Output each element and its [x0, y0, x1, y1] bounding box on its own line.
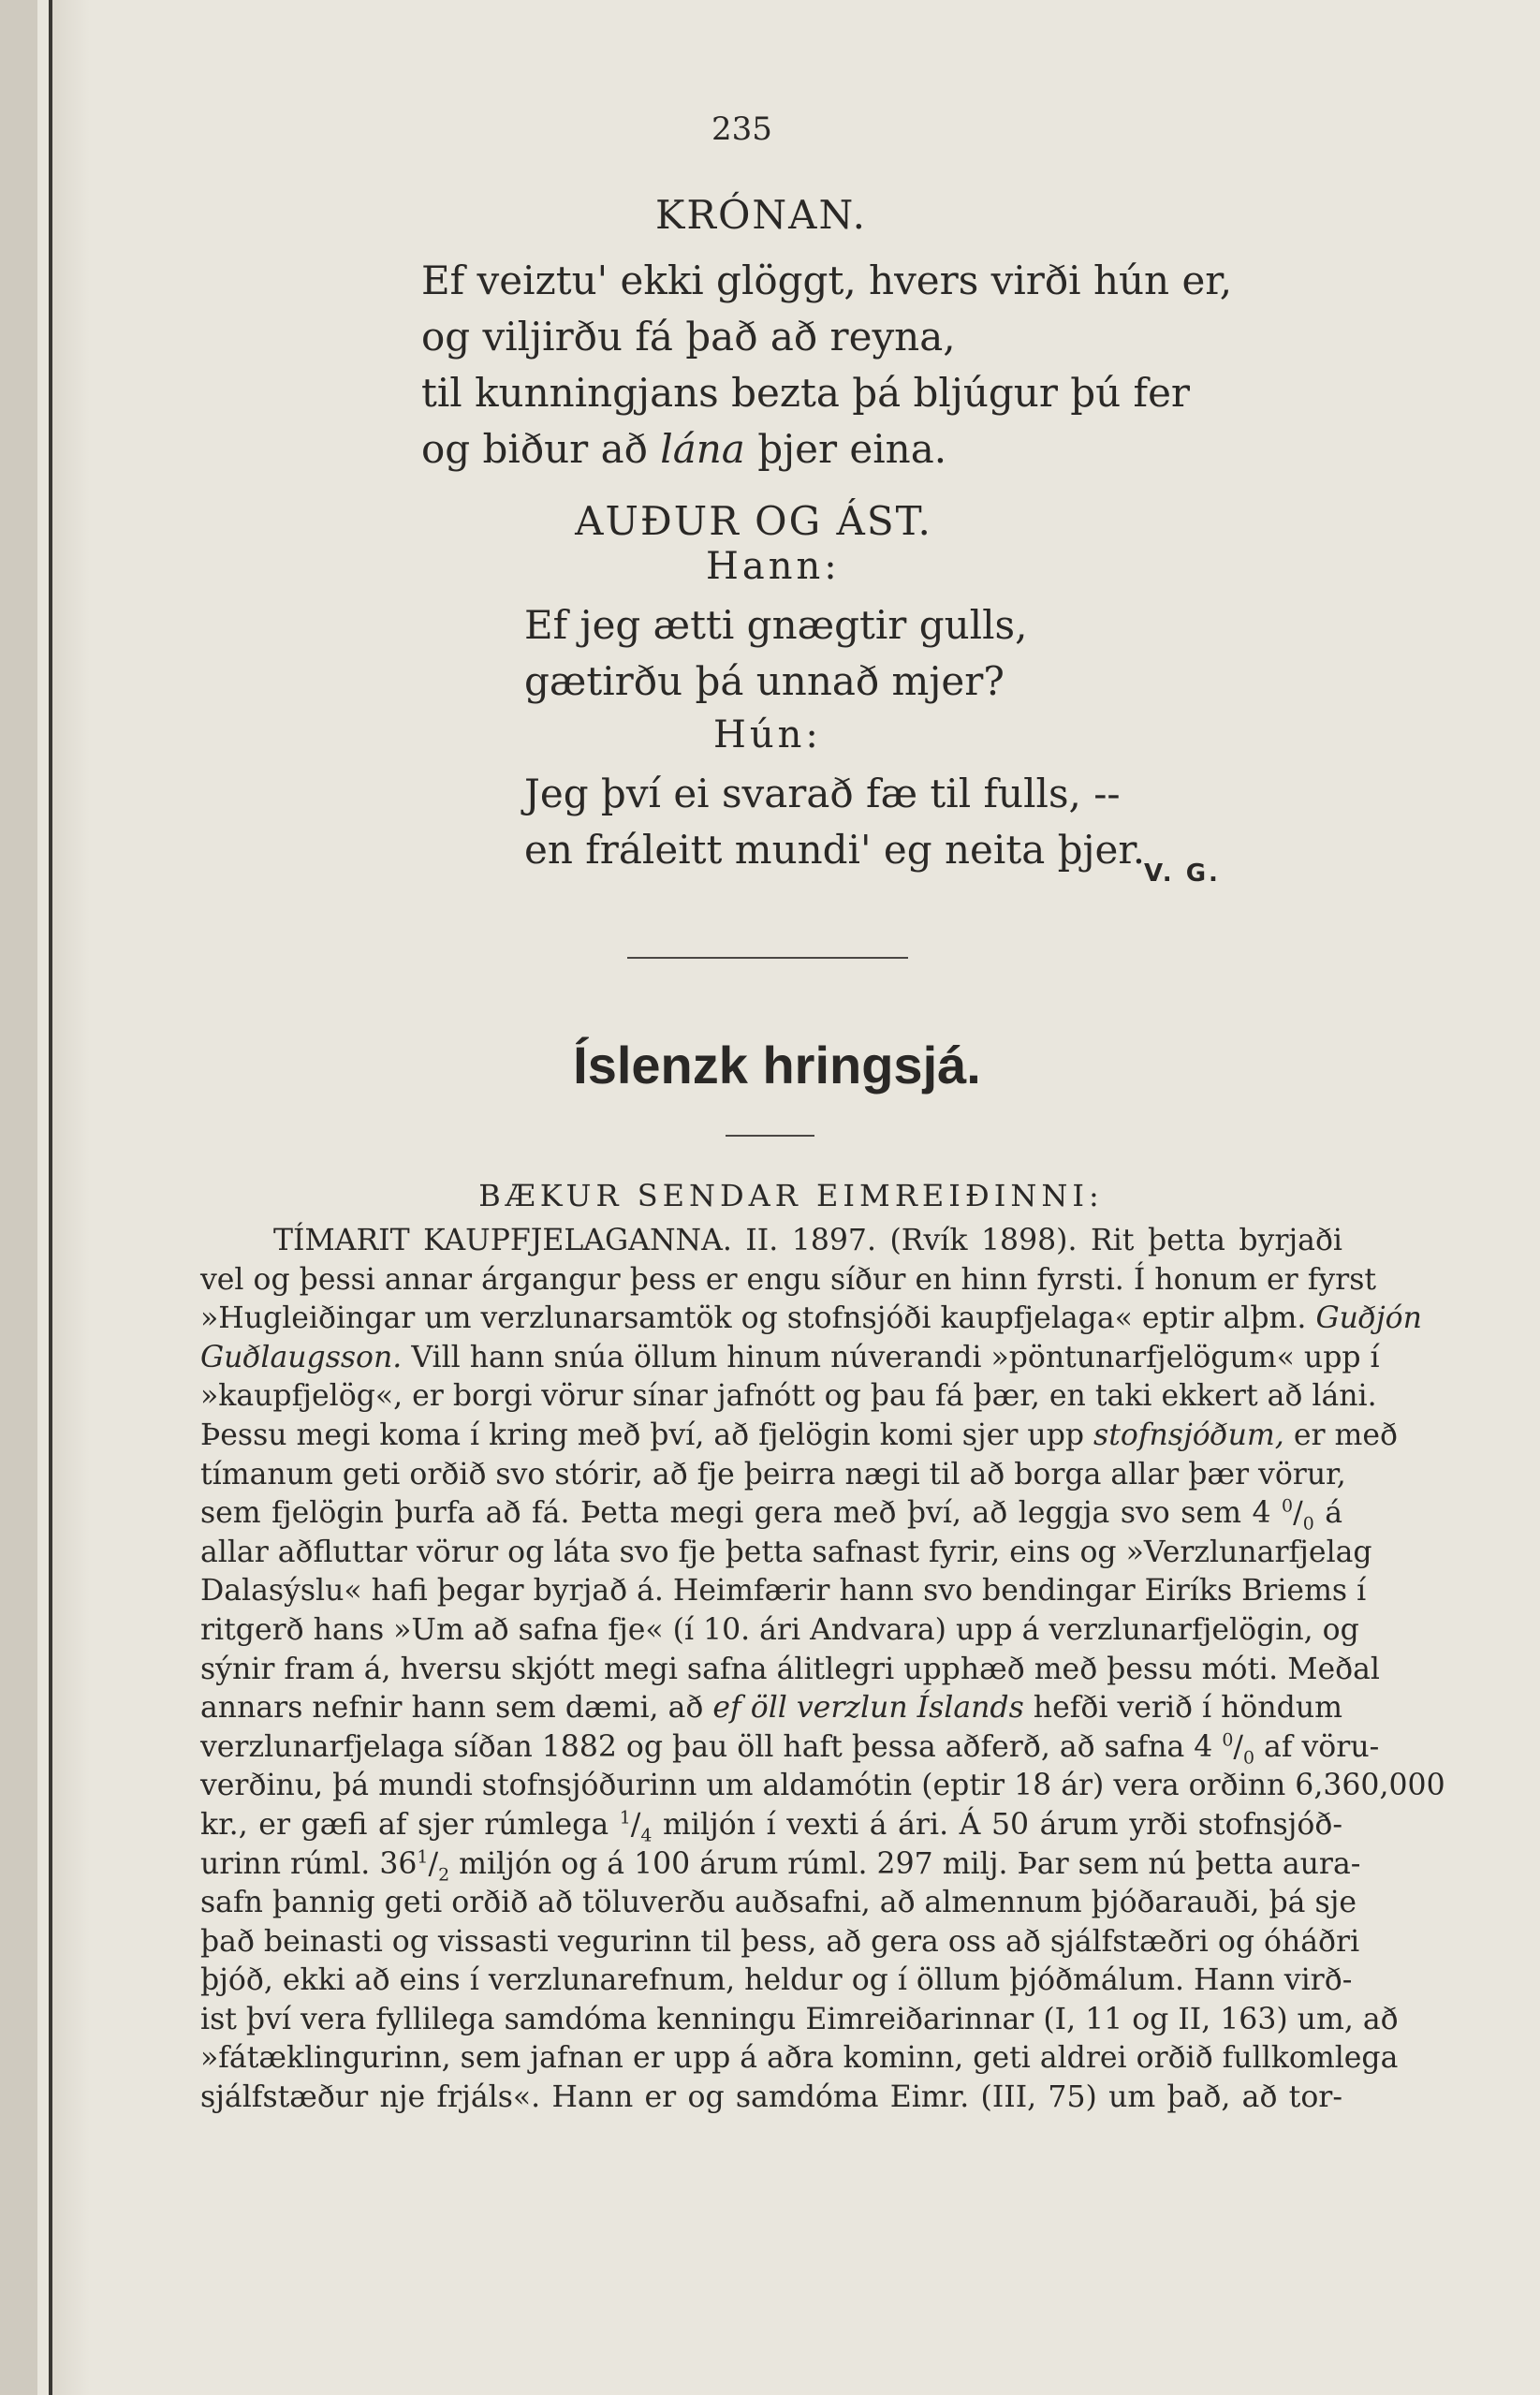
speaker-label-hann: Hann:	[706, 545, 841, 588]
paragraph-line: urinn rúml. $36^1/_2$ miljón og á 100 árum rúml. 297 milj. Þar sem nú þetta aura-	[200, 1846, 1361, 1885]
paragraph-line: annars nefnir hann sem dæmi, að ef öll verzlun Íslands hefði verið í höndum	[200, 1691, 1342, 1726]
paragraph-line: »fátæklingurinn, sem jafnan er upp á aðra kominn, geti aldrei orðið fullkomlega	[200, 2041, 1399, 2076]
poem-title-kronan: KRÓNAN.	[655, 192, 867, 238]
paragraph-line: safn þannig geti orðið að töluverðu auðsafni, að almennum þjóðarauði, þá sje	[200, 1886, 1357, 1920]
paragraph-line: »Hugleiðingar um verzlunarsamtök og stofnsjóði kaupfjelaga« eptir alþm. Guðjón	[200, 1301, 1422, 1336]
paragraph-line: Þessu megi koma í kring með því, að fjelögin komi sjer upp stofnsjóðum, er með	[200, 1418, 1399, 1452]
poem-audur-stanza-2	[524, 766, 1145, 878]
italic-word: lána	[660, 426, 745, 472]
section-subheading: BÆKUR SENDAR EIMREIÐINNI:	[478, 1178, 1104, 1213]
paragraph-line: það beinasti og vissasti vegurinn til þess, að gera oss að sjálfstæðri og óháðri	[200, 1924, 1360, 1959]
paragraph-line: Guðlaugsson. Vill hann snúa öllum hinum núverandi »pöntunarfjelögum« upp í	[200, 1340, 1380, 1374]
review-paragraph	[200, 1222, 1445, 2118]
page-spine-shadow	[0, 0, 37, 2395]
page-gutter-shade	[52, 0, 90, 2395]
paragraph-line: allar aðfluttar vörur og láta svo fje þetta safnast fyrir, eins og »Verzlunarfjelag	[200, 1535, 1372, 1569]
paragraph-line: kr., er gæfi af sjer rúmlega $^1/_4$ miljón í vexti á ári. Á 50 árum yrði stofnsjóð-	[200, 1807, 1342, 1846]
author-signature: V. G.	[1144, 860, 1221, 888]
paragraph-line: þjóð, ekki að eins í verzlunarefnum, heldur og í öllum þjóðmálum. Hann virð-	[200, 1963, 1353, 1998]
paragraph-line: vel og þessi annar árgangur þess er engu síður en hinn fyrsti. Í honum er fyrst	[200, 1262, 1377, 1297]
paragraph-line: »kaupfjelög«, er borgi vörur sínar jafnótt og þau fá þær, en taki ekkert að láni.	[200, 1379, 1377, 1414]
paragraph-line: verðinu, þá mundi stofnsjóðurinn um aldamótin (eptir 18 ár) vera orðinn 6,360,000	[200, 1769, 1445, 1803]
paragraph-line: sjálfstæður nje frjáls«. Hann er og samdóma Eimr. (III, 75) um það, að tor-	[200, 2080, 1342, 2115]
section-title: Íslenzk hringsjá.	[573, 1036, 981, 1095]
paragraph-line: ist því vera fyllilega samdóma kenningu Eimreiðarinnar (I, 11 og II, 163) um, að	[200, 2002, 1399, 2036]
paragraph-line: verzlunarfjelaga síðan 1882 og þau öll haft þessa aðferð, að safna 4 $^0/_0$ af vöru-	[200, 1729, 1380, 1769]
verse-line: Ef jeg ætti gnægtir gulls,	[524, 602, 1028, 648]
verse-line: Ef veiztu' ekki glöggt, hvers virði hún er,	[421, 257, 1233, 303]
poem-kronan-stanza	[421, 253, 1232, 478]
section-divider	[627, 957, 908, 959]
paragraph-line: Dalasýslu« hafi þegar byrjað á. Heimfærir hann svo bendingar Eiríks Briems í	[200, 1574, 1367, 1609]
paragraph-line: TÍMARIT KAUPFJELAGANNA. II. 1897. (Rvík 1898). Rit þetta byrjaði	[273, 1224, 1342, 1257]
paragraph-line: sýnir fram á, hversu skjótt megi safna álitlegri upphæð með þessu móti. Meðal	[200, 1652, 1380, 1686]
page-number: 235	[711, 110, 772, 148]
verse-line: og biður að lána þjer eina.	[421, 426, 947, 472]
paragraph-line: ritgerð hans »Um að safna fje« (í 10. ári Andvara) upp á verzlunarfjelögin, og	[200, 1612, 1359, 1647]
poem-title-audur-og-ast: AUÐUR OG ÁST.	[575, 498, 932, 544]
poem-audur-stanza-1	[524, 597, 1027, 710]
verse-line: og viljirðu fá það að reyna,	[421, 314, 956, 360]
title-underline-divider	[726, 1135, 814, 1137]
speaker-label-hun: Hún:	[713, 713, 822, 757]
paragraph-line: tímanum geti orðið svo stórir, að fje þeirra nægi til að borga allar þær vörur,	[200, 1457, 1346, 1491]
verse-line: til kunningjans bezta þá bljúgur þú fer	[421, 370, 1191, 416]
verse-line: gætirðu þá unnað mjer?	[524, 658, 1005, 704]
paragraph-line: sem fjelögin þurfa að fá. Þetta megi gera með því, að leggja svo sem 4 $^0/_0$ á	[200, 1495, 1343, 1535]
verse-line: en fráleitt mundi' eg neita þjer.	[524, 827, 1146, 873]
verse-line: Jeg því ei svarað fæ til fulls, --	[524, 771, 1121, 816]
